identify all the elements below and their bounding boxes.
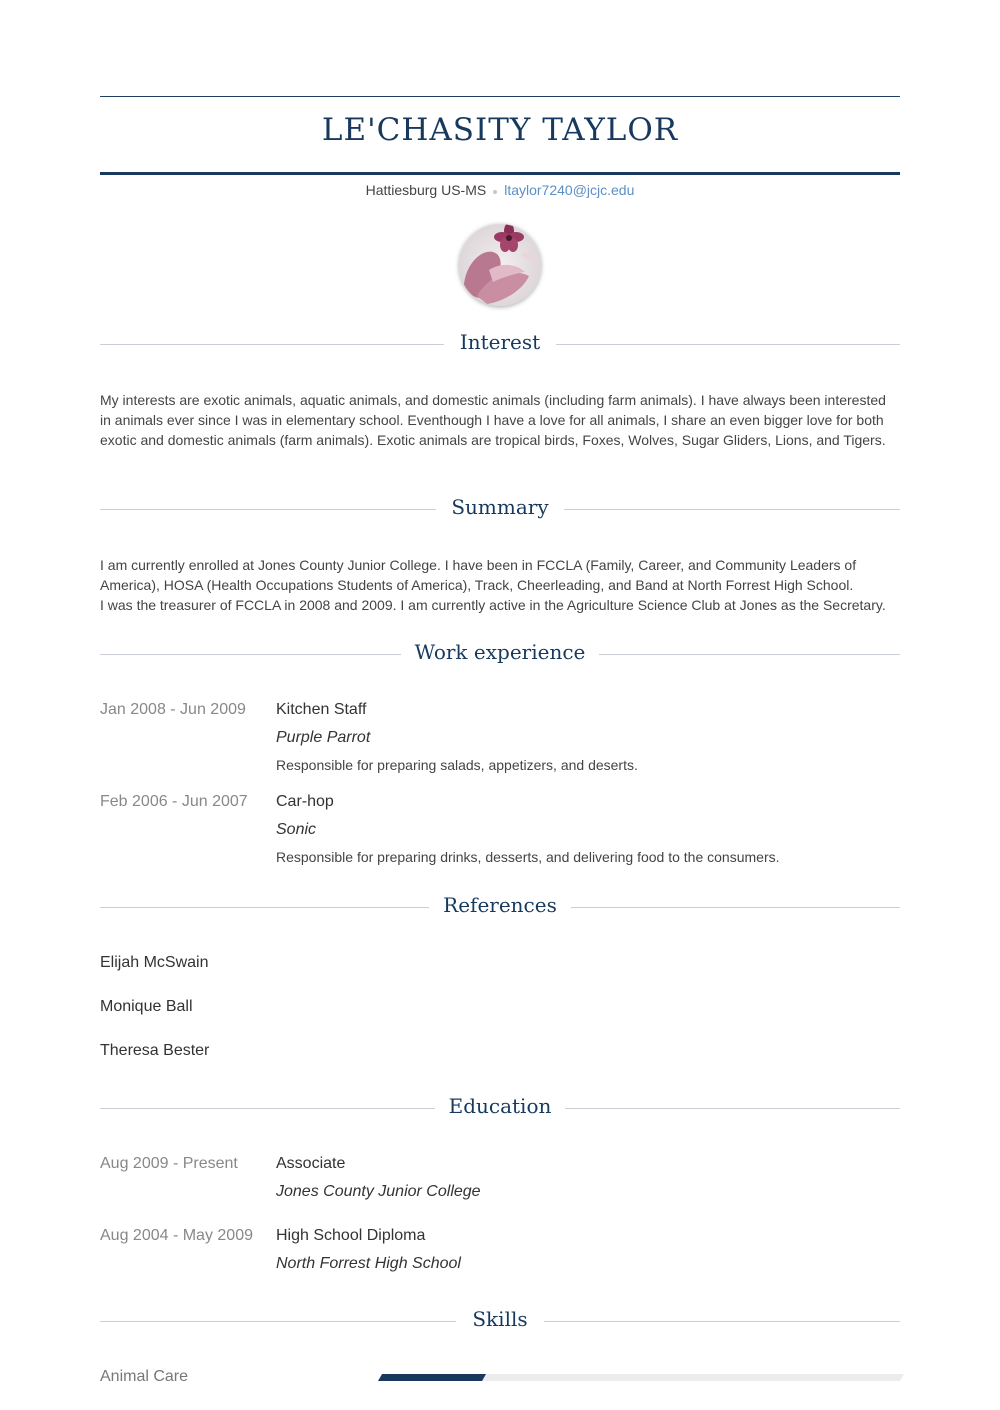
candidate-name: LE'CHASITY TAYLOR [321, 112, 679, 148]
header-top-rule [100, 96, 900, 97]
work-description: Responsible for preparing salads, appetizers, and deserts. [276, 757, 638, 773]
skill-label: Animal Care [100, 1368, 189, 1385]
email-link[interactable]: ltaylor7240@jcjc.edu [504, 182, 635, 198]
work-title: Work experience [401, 640, 600, 664]
skills-section-header [100, 1307, 900, 1337]
avatar [459, 224, 541, 306]
education-section-header [100, 1094, 900, 1124]
reference-name: Theresa Bester [100, 1042, 210, 1059]
reference-name: Monique Ball [100, 998, 193, 1015]
separator-dot-icon [493, 190, 497, 194]
work-employer: Sonic [276, 821, 317, 838]
work-date: Jan 2008 - Jun 2009 [100, 701, 246, 718]
references-title: References [429, 893, 571, 917]
education-school: Jones County Junior College [276, 1183, 481, 1200]
work-role: Kitchen Staff [276, 701, 367, 718]
education-title: Education [435, 1094, 566, 1118]
summary-section-header [100, 495, 900, 525]
flower-photo-icon [459, 224, 541, 306]
contact-line [100, 182, 900, 198]
education-degree: High School Diploma [276, 1227, 426, 1244]
skills-title: Skills [458, 1307, 541, 1331]
interest-section-header [100, 330, 900, 360]
work-description: Responsible for preparing drinks, desserts, and delivering food to the consumers. [276, 849, 780, 865]
skill-level-fill [378, 1374, 486, 1381]
work-section-header [100, 640, 900, 670]
education-school: North Forrest High School [276, 1255, 461, 1272]
summary-text-1: I am currently enrolled at Jones County Junior College. I have been in FCCLA (Family, Career, and Community Leaders of America), HOSA (Health Occupations Students of America), Track, Cheerleading, and Band at North Forrest High School. [100, 557, 857, 593]
education-date: Aug 2004 - May 2009 [100, 1227, 253, 1244]
resume-page [100, 0, 900, 1410]
interest-title: Interest [446, 330, 554, 354]
work-date: Feb 2006 - Jun 2007 [100, 793, 248, 810]
education-degree: Associate [276, 1155, 346, 1172]
reference-name: Elijah McSwain [100, 954, 209, 971]
skill-level-bar [378, 1374, 904, 1381]
work-employer: Purple Parrot [276, 729, 371, 746]
education-date: Aug 2009 - Present [100, 1155, 238, 1172]
header-bottom-rule [100, 172, 900, 175]
summary-title: Summary [437, 495, 562, 519]
summary-text-2: I was the treasurer of FCCLA in 2008 and 2009. I am currently active in the Agriculture Science Club at Jones as the Secretary. [100, 597, 886, 613]
references-section-header [100, 893, 900, 923]
location-text: Hattiesburg US-MS [365, 182, 487, 198]
interest-text: My interests are exotic animals, aquatic animals, and domestic animals (including farm animals). I have always been interested in animals ever since I was in elementary school. Eventhough I have a love for all animals, I share an even bigger love for both exotic and domestic animals (farm animals). Exotic animals are tropical birds, Foxes, Wolves, Sugar Gliders, Lions, and Tigers. [100, 392, 886, 448]
work-role: Car-hop [276, 793, 334, 810]
